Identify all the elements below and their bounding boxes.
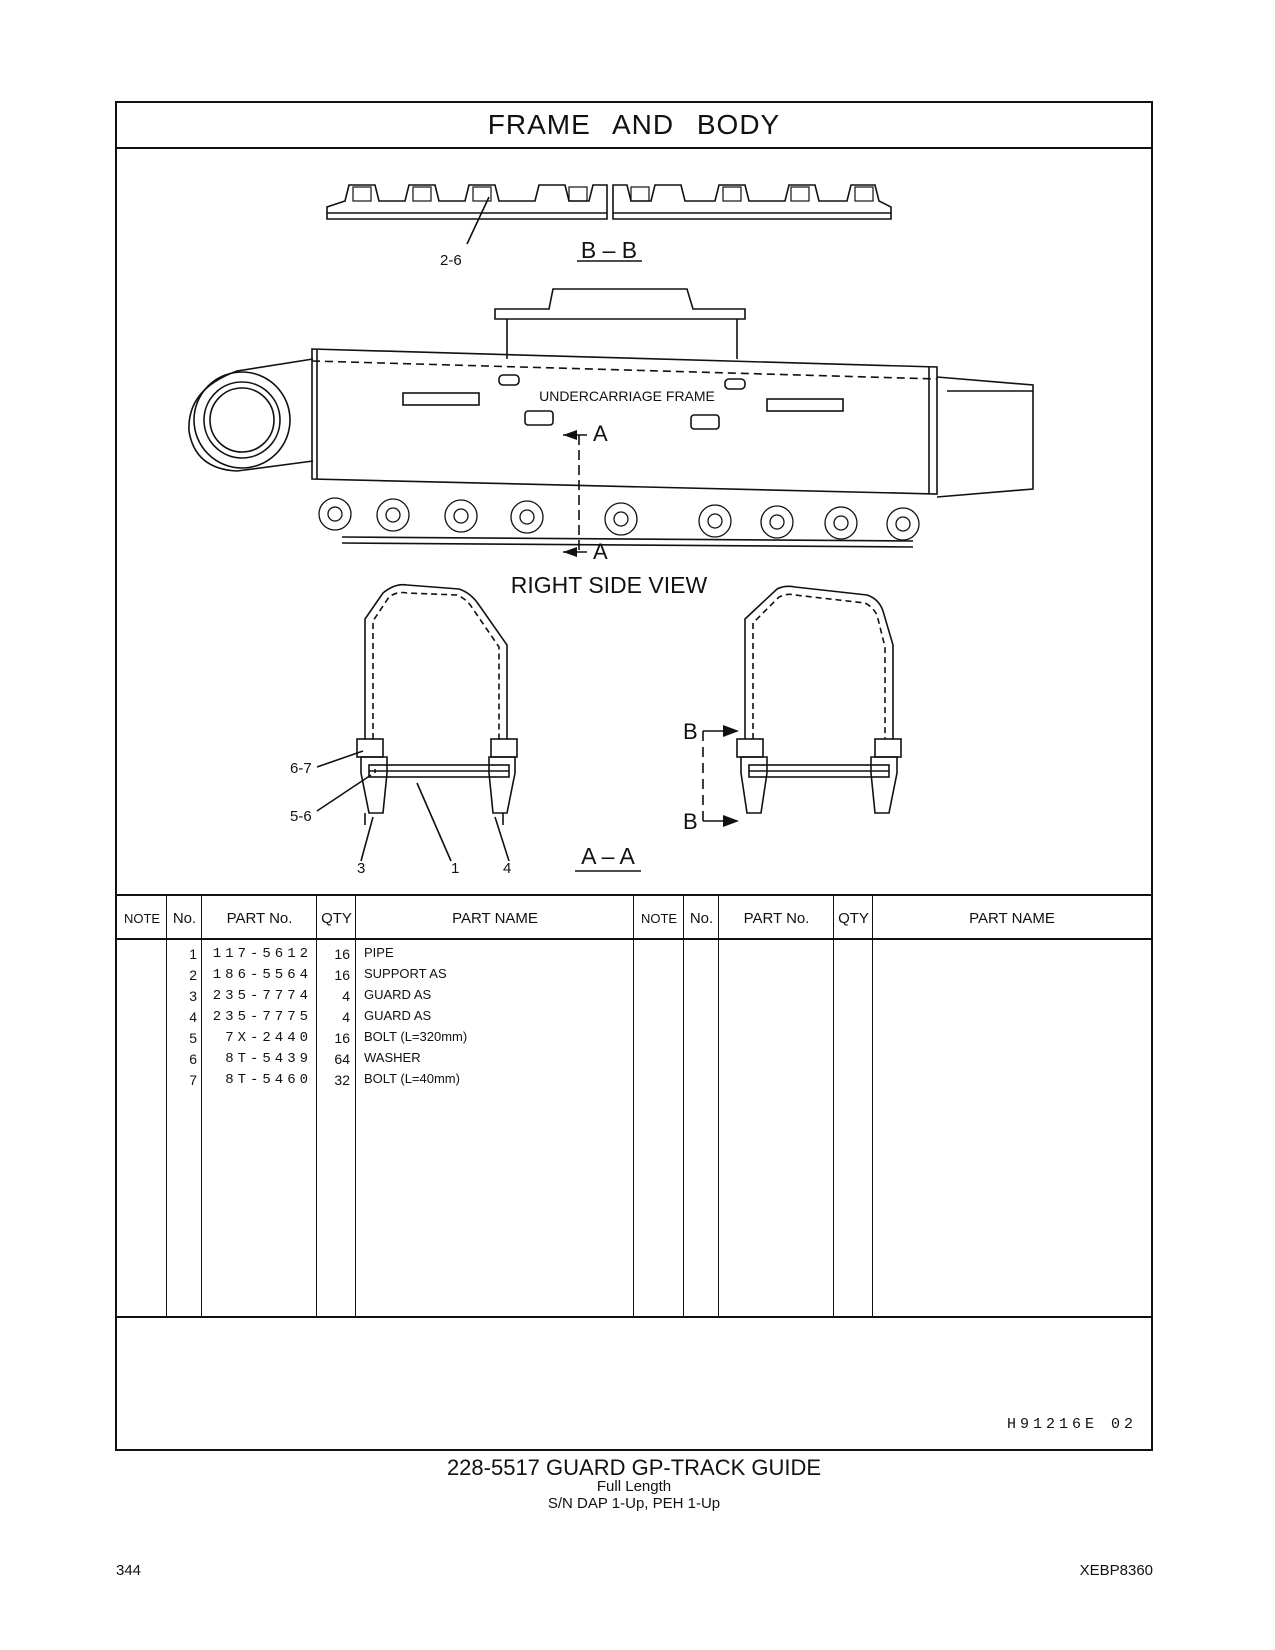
- row-no: 5: [189, 1030, 197, 1046]
- row-qty: 64: [334, 1051, 350, 1067]
- undercarriage-frame-label: UNDERCARRIAGE FRAME: [539, 388, 715, 404]
- section-bb-label: B – B: [580, 237, 638, 263]
- section-a-top-label: A: [593, 421, 608, 446]
- row-part-name: BOLT (L=40mm): [364, 1071, 460, 1086]
- header-no: No.: [172, 909, 197, 927]
- col-no-right: [684, 896, 719, 1316]
- row-part-name: BOLT (L=320mm): [364, 1029, 468, 1044]
- row-qty: 16: [334, 967, 350, 983]
- col-note-left: [117, 896, 167, 1316]
- callout-5-6: 5-6: [290, 808, 312, 825]
- section-b-bottom-label: B: [683, 809, 698, 834]
- right-side-view-label: RIGHT SIDE VIEW: [510, 572, 708, 598]
- row-qty: 32: [334, 1072, 350, 1088]
- row-part-no: 186-5564: [212, 967, 312, 983]
- row-part-name: GUARD AS: [364, 987, 432, 1002]
- document-id: XEBP8360: [1079, 1562, 1153, 1579]
- row-part-name: WASHER: [364, 1050, 421, 1065]
- callout-4: 4: [503, 860, 512, 877]
- row-part-no: 117-5612: [212, 946, 312, 962]
- row-no: 1: [189, 946, 197, 962]
- header-part-no: PART No.: [226, 909, 293, 927]
- table-bottom-rule: [117, 1316, 1151, 1318]
- header-part-name: PART NAME: [452, 909, 538, 927]
- table-header: [117, 896, 1151, 940]
- row-no: 4: [189, 1009, 197, 1025]
- row-part-no: 235-7774: [212, 988, 312, 1004]
- parts-table: [117, 894, 1151, 1378]
- row-no: 3: [189, 988, 197, 1004]
- header-part-no-2: PART No.: [743, 909, 810, 927]
- illustration-code: H91216E 02: [1006, 1416, 1137, 1433]
- header-note-2: NOTE: [640, 910, 678, 926]
- row-qty: 16: [334, 946, 350, 962]
- header-note: NOTE: [123, 910, 161, 926]
- callout-6-7: 6-7: [290, 760, 312, 777]
- sheet-title: FRAME AND BODY: [117, 103, 1151, 149]
- header-part-name-2: PART NAME: [969, 909, 1055, 927]
- header-no-2: No.: [689, 909, 714, 927]
- row-part-name: SUPPORT AS: [364, 966, 447, 981]
- parts-illustration: [117, 149, 1151, 894]
- row-qty: 4: [342, 1009, 350, 1025]
- row-no: 7: [189, 1072, 197, 1088]
- row-qty: 16: [334, 1030, 350, 1046]
- col-qty-right: [834, 896, 873, 1316]
- header-qty: QTY: [321, 909, 352, 927]
- col-note-right: [634, 896, 684, 1316]
- callout-2-6: 2-6: [440, 252, 462, 269]
- row-no: 2: [189, 967, 197, 983]
- callout-1: 1: [451, 860, 460, 877]
- row-part-no: 8T-5460: [225, 1072, 312, 1088]
- parts-sheet: [115, 101, 1153, 1451]
- col-partno-right: [719, 896, 834, 1316]
- group-subtitle: Full Length: [596, 1478, 672, 1495]
- serial-range: S/N DAP 1-Up, PEH 1-Up: [547, 1495, 721, 1512]
- section-aa-label: A – A: [581, 843, 635, 869]
- row-part-no: 235-7775: [212, 1009, 312, 1025]
- row-no: 6: [189, 1051, 197, 1067]
- group-title: 228-5517 GUARD GP-TRACK GUIDE: [446, 1455, 822, 1480]
- section-a-bottom-label: A: [593, 539, 608, 564]
- page-number: 344: [116, 1562, 142, 1579]
- row-part-no: 8T-5439: [225, 1051, 312, 1067]
- row-part-name: PIPE: [364, 945, 394, 960]
- row-qty: 4: [342, 988, 350, 1004]
- row-part-name: GUARD AS: [364, 1008, 432, 1023]
- header-qty-2: QTY: [838, 909, 869, 927]
- row-part-no: 7X-2440: [225, 1030, 312, 1046]
- callout-3: 3: [357, 860, 366, 877]
- section-b-top-label: B: [683, 719, 698, 744]
